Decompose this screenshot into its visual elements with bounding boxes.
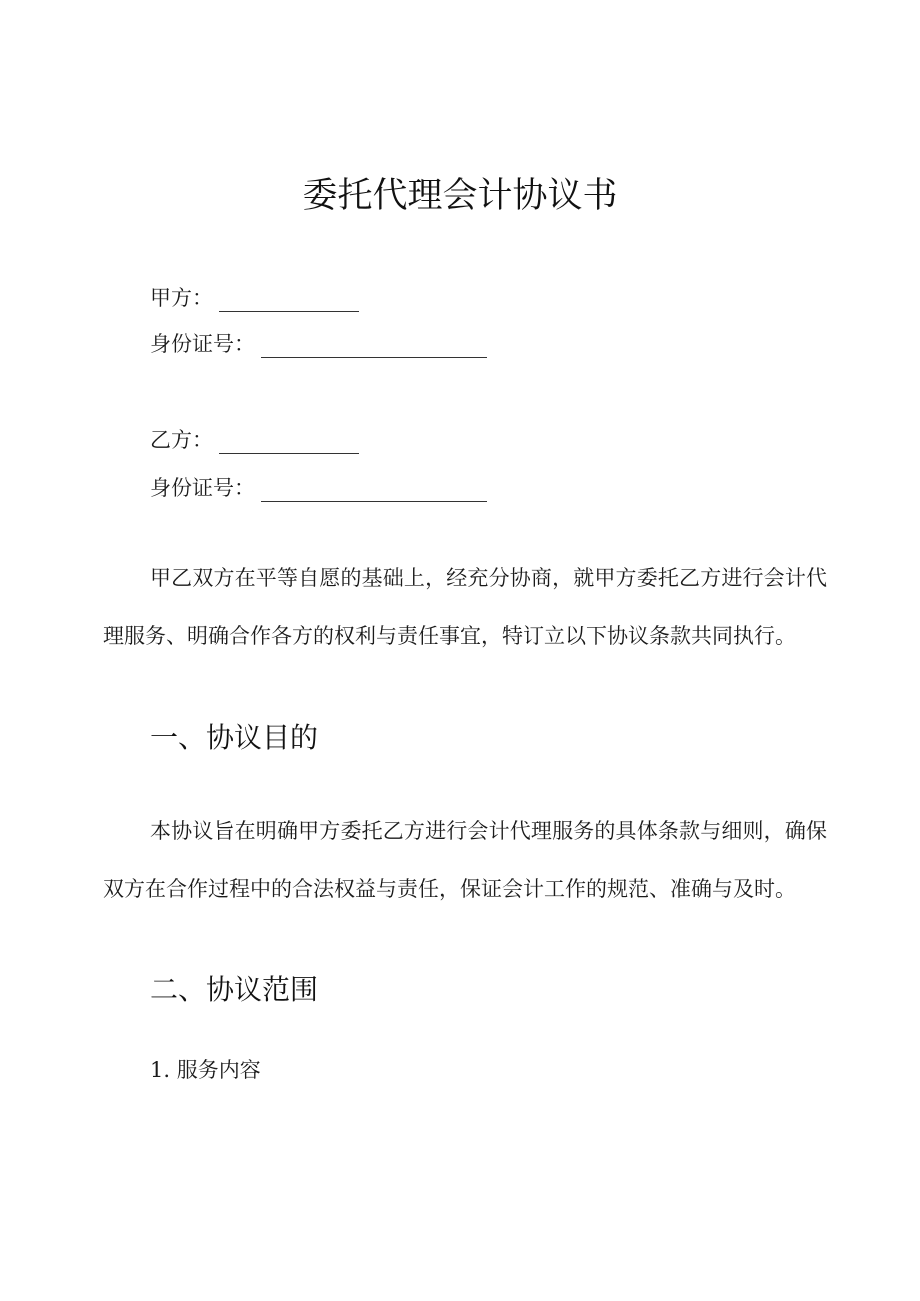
section-1-heading: 一、协议目的: [150, 721, 319, 754]
section-2-heading: 二、协议范围: [150, 973, 319, 1006]
party-a-blank-line: [219, 289, 359, 312]
party-b-id-field: [150, 472, 487, 502]
intro-paragraph: 甲乙双方在平等自愿的基础上，经充分协商，就甲方委托乙方进行会计代理服务、明确合作各方的权利与责任事宜，特订立以下协议条款共同执行。: [103, 566, 827, 648]
section-2-item-1: 1. 服务内容: [150, 1058, 261, 1082]
document-title: 委托代理会计协议书: [302, 176, 618, 216]
party-b-label: 乙方：: [150, 428, 213, 452]
party-a-id-blank-line: [261, 335, 487, 358]
section-1-paragraph: 本协议旨在明确甲方委托乙方进行会计代理服务的具体条款与细则，确保双方在合作过程中的合法权益与责任，保证会计工作的规范、准确与及时。: [103, 819, 827, 901]
party-a-field: [150, 282, 359, 312]
party-b-id-blank-line: [261, 479, 487, 502]
party-b-blank-line: [219, 431, 359, 454]
party-b-id-label: 身份证号：: [150, 476, 255, 500]
party-a-label: 甲方：: [150, 286, 213, 310]
party-a-id-label: 身份证号：: [150, 332, 255, 356]
party-b-field: [150, 424, 359, 454]
party-a-id-field: [150, 328, 487, 358]
